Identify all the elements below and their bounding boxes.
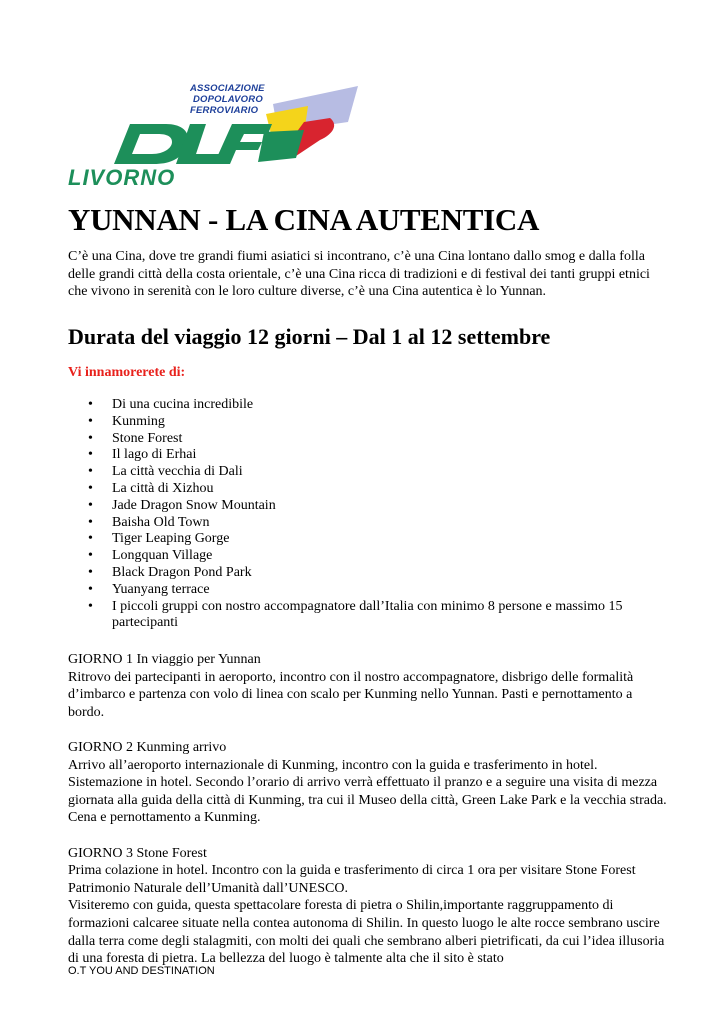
list-item: • I piccoli gruppi con nostro accompagnatore dall’Italia con minimo 8 persone e massimo 15 partecipanti (68, 599, 668, 633)
list-item: • Black Dragon Pond Park (68, 565, 668, 582)
document-title: YUNNAN - LA CINA AUTENTICA (68, 202, 540, 237)
logo-city: LIVORNO (68, 165, 176, 190)
day-title: GIORNO 3 Stone Forest (68, 845, 207, 861)
highlights-heading: Vi innamorerete di: (68, 365, 186, 380)
list-item: • La città di Xizhou (68, 481, 668, 498)
association-name (190, 83, 265, 116)
highlights-list (68, 397, 668, 632)
list-item: • Baisha Old Town (68, 515, 668, 532)
list-item: • Il lago di Erhai (68, 447, 668, 464)
association-line: ASSOCIAZIONE (190, 83, 265, 94)
association-line: DOPOLAVORO (193, 94, 263, 105)
day-paragraph: Arrivo all’aeroporto internazionale di Kunming, incontro con la guida e trasferimento in hotel. Sistemazione in hotel. Secondo l’orario di arrivo verrà effettuato il pranzo e a seguire una visita di mezza giornata alla guida della città di Kunming, tra cui il Museo della città, Green Lake Park e la vecchia strada. Cena e pernottamento a Kunming. (68, 757, 667, 826)
list-item: • La città vecchia di Dali (68, 464, 668, 481)
page-footer: O.T YOU AND DESTINATION (68, 965, 215, 977)
day-paragraph: Ritrovo dei partecipanti in aeroporto, incontro con il nostro accompagnatore, disbrigo delle formalità d’imbarco e partenza con volo di linea con scalo per Kunming nello Yunnan. Pasti e pernottamento a bordo. (68, 669, 634, 720)
list-item: • Yuanyang terrace (68, 582, 668, 599)
day-section (68, 651, 668, 721)
itinerary (68, 651, 668, 985)
list-item: • Di una cucina incredibile (68, 397, 668, 414)
duration-heading: Durata del viaggio 12 giorni – Dal 1 al 12 settembre (68, 324, 551, 349)
list-item: • Kunming (68, 414, 668, 431)
dlf-letters (114, 124, 272, 164)
list-item: • Jade Dragon Snow Mountain (68, 498, 668, 515)
day-section (68, 845, 668, 968)
intro-paragraph: C’è una Cina, dove tre grandi fiumi asiatici si incontrano, c’è una Cina lontano dallo smog e dalla folla delle grandi città della costa orientale, c’è una Cina ricca di tradizioni e di festival dei tanti gruppi etnici che vivono in serenità con le loro culture diverse, c’è una Cina autentica è lo Yunnan. (68, 249, 650, 300)
day-paragraph: Prima colazione in hotel. Incontro con la guida e trasferimento di circa 1 ora per visitare Stone Forest Patrimonio Naturale dell’Umanità dall’UNESCO. (68, 863, 636, 896)
puzzle-green-icon (258, 130, 304, 162)
day-title: GIORNO 1 In viaggio per Yunnan (68, 652, 261, 667)
day-paragraph: Visiteremo con guida, questa spettacolare foresta di pietra o Shilin,importante raggruppamento di formazioni calcaree situate nella contea autonoma di Shilin. In questo luogo le alte rocce sembrano uscire dalla terra come degli stalagmiti, con molti dei quali che sembrano alberi pietrificati, da cui l’idea illusoria di una foresta di pietra. La bellezza del luogo è talmente alta che il sito è stato (68, 898, 665, 967)
day-title: GIORNO 2 Kunming arrivo (68, 739, 227, 755)
list-item: • Stone Forest (68, 431, 668, 448)
association-line: FERROVIARIO (190, 105, 259, 116)
day-section (68, 739, 668, 827)
list-item: • Tiger Leaping Gorge (68, 531, 668, 548)
list-item: • Longquan Village (68, 548, 668, 565)
